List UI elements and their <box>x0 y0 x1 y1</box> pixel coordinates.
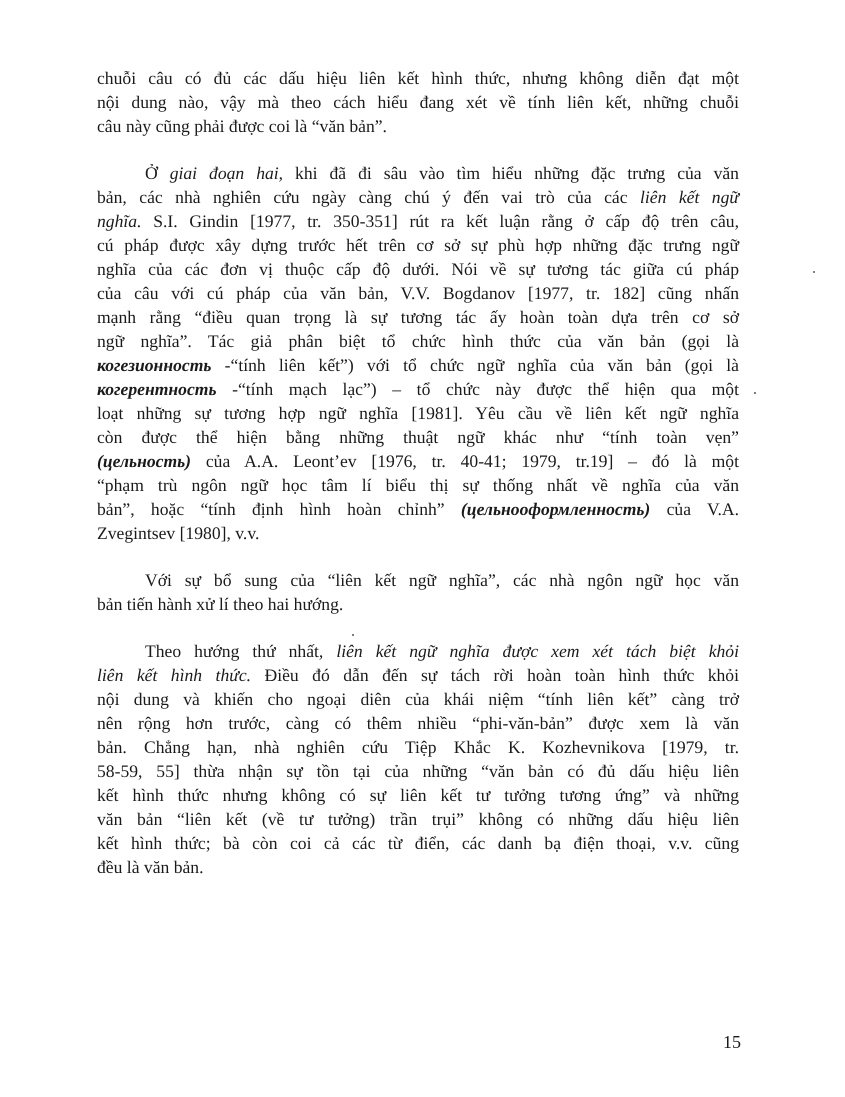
text-line: kết hình thức nhưng không có sự liên kết tư tưởng tương ứng” và những <box>97 785 739 805</box>
italic-term: liên kết ngữ <box>640 187 739 207</box>
scan-speck <box>813 271 815 273</box>
text-line: когезионность -“tính liên kết”) với tổ chức ngữ nghĩa của văn bản (gọi là <box>97 355 739 375</box>
text-line: когерентность -“tính mạch lạc”) – tổ chức này được thể hiện qua một <box>97 379 739 399</box>
text-line: Ở giai đoạn hai, khi đã đi sâu vào tìm hiểu những đặc trưng của văn <box>145 163 739 183</box>
scan-speck <box>754 392 756 394</box>
text-line: đều là văn bản. <box>97 857 204 877</box>
text-line: loạt những sự tương hợp ngữ nghĩa [1981]. Yêu cầu về liên kết ngữ nghĩa <box>97 403 739 423</box>
text-line: câu này cũng phải được coi là “văn bản”. <box>97 116 387 136</box>
text-line: kết hình thức; bà còn coi cả các từ điển, các danh bạ điện thoại, v.v. cũng <box>97 833 739 853</box>
italic-term: nghĩa. <box>97 211 142 231</box>
text-line: ngữ nghĩa”. Tác giả phân biệt tổ chức hình thức của văn bản (gọi là <box>97 331 739 351</box>
text-line: còn được thể hiện bằng những thuật ngữ khác như “tính toàn vẹn” <box>97 427 739 447</box>
russian-term: (цельнооформленность) <box>460 499 651 519</box>
body-text <box>97 66 739 879</box>
russian-term: когерентность <box>97 379 217 399</box>
text-line: của câu với cú pháp của văn bản, V.V. Bogdanov [1977, tr. 182] cũng nhấn <box>97 283 739 303</box>
text-line: 58-59, 55] thừa nhận sự tồn tại của những “văn bản có đủ dấu hiệu liên <box>97 761 739 781</box>
text-line: bản. Chẳng hạn, nhà nghiên cứu Tiệp Khắc K. Kozhevnikova [1979, tr. <box>97 737 739 757</box>
text-line: bản, các nhà nghiên cứu ngày càng chú ý đến vai trò của các liên kết ngữ <box>97 187 739 207</box>
text-line: Zvegintsev [1980], v.v. <box>97 523 260 543</box>
text-line: bản”, hoặc “tính định hình hoàn chỉnh” (цельнооформленность) của V.A. <box>97 499 739 519</box>
text-line: cú pháp được xây dựng trước hết trên cơ sở sự phù hợp những đặc trưng ngữ <box>97 235 739 255</box>
scan-speck <box>352 634 354 636</box>
italic-term: giai đoạn hai, <box>169 163 284 183</box>
text-line: mạnh rằng “điều quan trọng là sự tương tác ấy hoàn toàn dựa trên cơ sở <box>97 307 739 327</box>
russian-term: когезионность <box>97 355 212 375</box>
text-line: Theo hướng thứ nhất, liên kết ngữ nghĩa được xem xét tách biệt khỏi <box>145 641 739 661</box>
text-line: nghĩa. S.I. Gindin [1977, tr. 350-351] rút ra kết luận rằng ở cấp độ trên câu, <box>97 211 739 231</box>
italic-term: liên kết hình thức. <box>97 665 252 685</box>
text-line: “phạm trù ngôn ngữ học tâm lí biểu thị sự thống nhất về nghĩa của văn <box>97 475 739 495</box>
text-line: nội dung nào, vậy mà theo cách hiểu đang xét về tính liên kết, những chuỗi <box>97 92 739 112</box>
text-line: văn bản “liên kết (về tư tưởng) trần trụi” không có những dấu hiệu liên <box>97 809 739 829</box>
text-line: bản tiến hành xử lí theo hai hướng. <box>97 594 344 614</box>
text-line: nghĩa của các đơn vị thuộc cấp độ dưới. Nói về sự tương tác giữa cú pháp <box>97 259 739 279</box>
italic-term: liên kết ngữ nghĩa được xem xét tách biệt khỏi <box>336 641 739 661</box>
page-number: 15 <box>723 1032 741 1052</box>
text-line: liên kết hình thức. Điều đó dẫn đến sự tách rời hoàn toàn hình thức khỏi <box>97 665 739 685</box>
russian-term: (цельность) <box>97 451 192 471</box>
text-line: (цельность) của A.A. Leont’ev [1976, tr. 40-41; 1979, tr.19] – đó là một <box>97 451 739 471</box>
text-line: nên rộng hơn trước, càng có thêm nhiều “phi-văn-bản” được xem là văn <box>97 713 739 733</box>
text-line: nội dung và khiến cho ngoại diên của khái niệm “tính liên kết” càng trở <box>97 689 739 709</box>
text-line: chuỗi câu có đủ các dấu hiệu liên kết hình thức, nhưng không diễn đạt một <box>97 68 739 88</box>
text-line: Với sự bổ sung của “liên kết ngữ nghĩa”, các nhà ngôn ngữ học văn <box>145 570 739 590</box>
